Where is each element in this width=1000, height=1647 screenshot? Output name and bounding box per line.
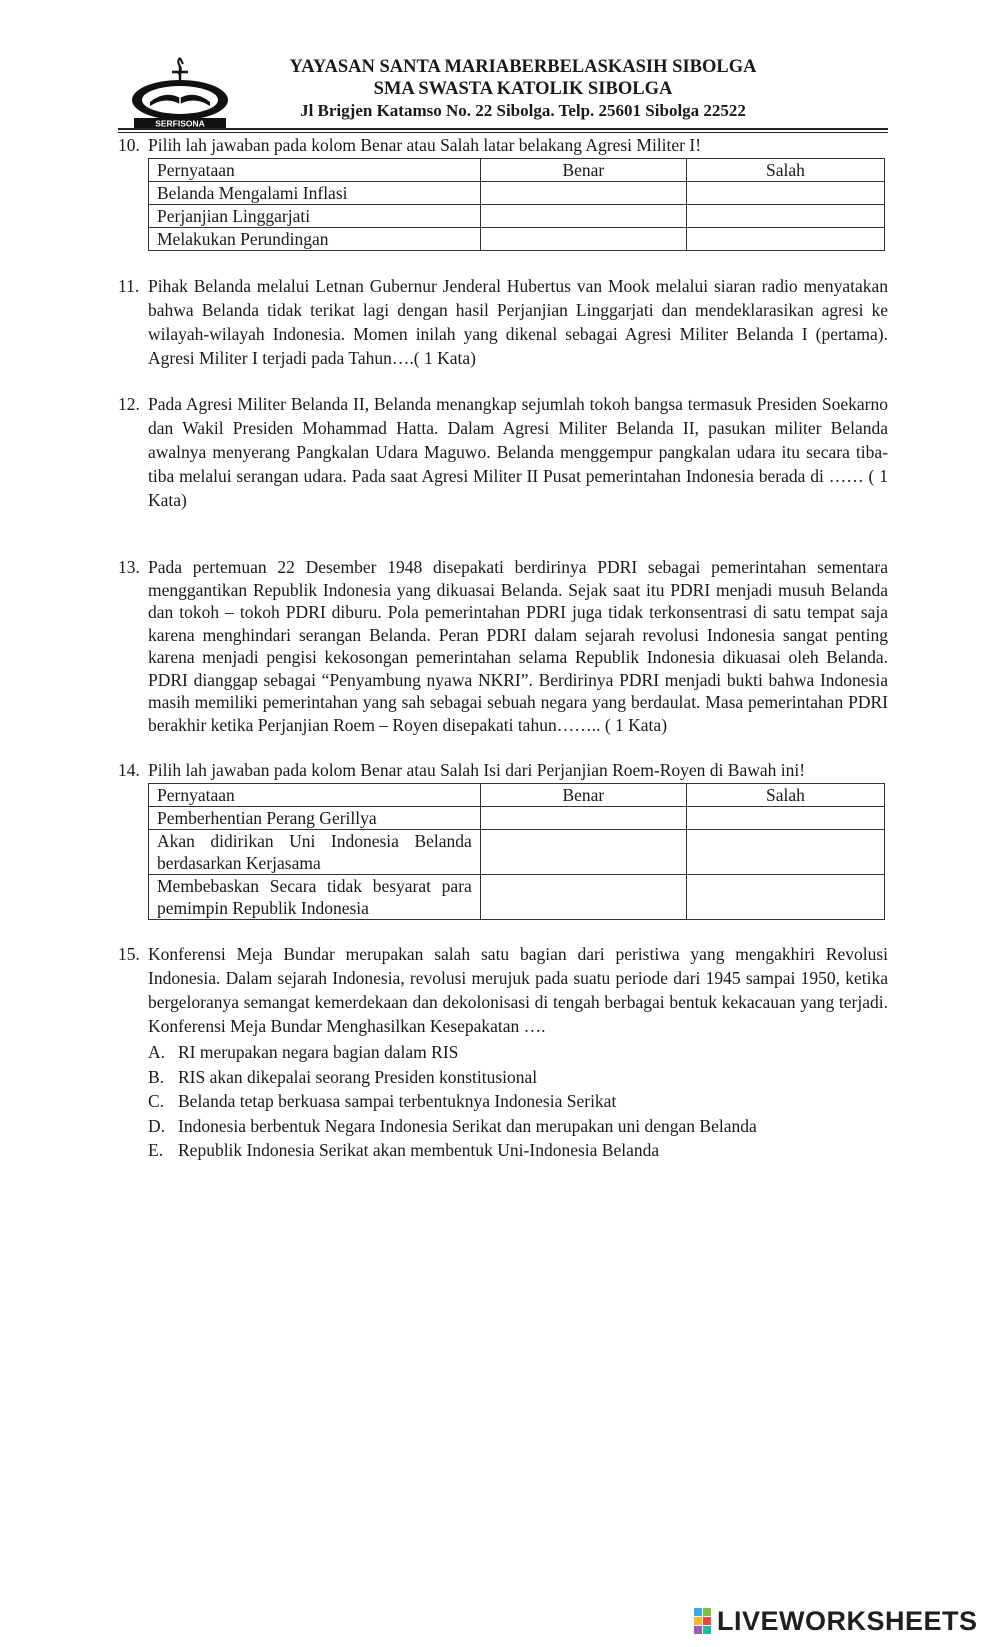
true-answer-cell[interactable] [480,807,686,830]
table-row [149,875,885,920]
statement-cell: Belanda Mengalami Inflasi [149,182,481,205]
question-12 [118,392,888,512]
question-13 [118,556,888,736]
school-header [118,50,888,130]
option-c[interactable] [148,1089,888,1114]
option-text: Belanda tetap berkuasa sampai terbentuknya Indonesia Serikat [178,1091,617,1111]
question-text: Pada pertemuan 22 Desember 1948 disepakati berdirinya PDRI sebagai pemerintahan sementara menggantikan Republik Indonesia yang dikuasai Belanda. Sejak saat itu PDRI menjadi musuh Belanda dan tokoh – tokoh PDRI diburu. Pola pemerintahan PDRI juga tidak terkonsentrasi di satu tempat saja karena menghindari serangan Belanda. Peran PDRI dalam sejarah revolusi Indonesia sangat penting karena menjadi pengisi kekosongan pemerintahan selama Republik Indonesia dikuasai oleh Belanda. PDRI dianggap sebagai “Penyambung nyawa NKRI”. Berdirinya PDRI menjadi bukti bahwa Indonesia masih memiliki pemerintahan yang sah sebagai sebuah negara yang berdaulat. Masa pemerintahan PDRI berakhir ketika Perjanjian Roem – Royen disepakati tahun…….. ( 1 Kata) [148,557,888,735]
question-text: Pihak Belanda melalui Letnan Gubernur Jenderal Hubertus van Mook melalui siaran radio menyatakan bahwa Belanda tidak terikat lagi dengan hasil Perjanjian Linggarjati dan mendeklarasikan agresi ke wilayah-wilayah Indonesia. Momen inilah yang dikenal sebagai Agresi Militer Belanda I (pertama). Agresi Militer I terjadi pada Tahun….( 1 Kata) [148,276,888,368]
statement-cell: Akan didirikan Uni Indonesia Belanda berdasarkan Kerjasama [149,830,481,875]
option-text: RI merupakan negara bagian dalam RIS [178,1042,459,1062]
question-10 [118,133,888,251]
question-number: 11. [118,276,140,296]
header-false: Salah [686,159,884,182]
false-answer-cell[interactable] [686,228,884,251]
school-logo [128,56,233,128]
table-row [149,830,885,875]
brand-logo-icon [694,1608,711,1634]
option-text: Republik Indonesia Serikat akan membentuk Uni-Indonesia Belanda [178,1140,660,1160]
question-text: Pilih lah jawaban pada kolom Benar atau Salah Isi dari Perjanjian Roem-Royen di Bawah ini! [148,760,806,780]
true-answer-cell[interactable] [480,182,686,205]
header-true: Benar [480,159,686,182]
option-letter: E. [148,1140,164,1160]
question-text: Konferensi Meja Bundar merupakan salah satu bagian dari peristiwa yang mengakhiri Revolusi Indonesia. Dalam sejarah Indonesia, revolusi merujuk pada suatu periode dari 1945 sampai 1950, ketika bergeloranya semangat kemerdekaan dan dekolonisasi di tengah berbagai bentuk kekacauan yang terjadi. Konferensi Meja Bundar Menghasilkan Kesepakatan …. [148,944,888,1036]
false-answer-cell[interactable] [686,182,884,205]
true-false-table [148,158,885,251]
option-letter: B. [148,1066,165,1087]
false-answer-cell[interactable] [686,807,884,830]
answer-options [148,1040,888,1163]
statement-cell: Pemberhentian Perang Gerillya [149,807,481,830]
option-letter: D. [148,1115,166,1136]
brand-square [694,1617,702,1625]
question-11 [118,274,888,370]
statement-cell: Perjanjian Linggarjati [149,205,481,228]
question-number: 15. [118,944,140,964]
header-statement: Pernyataan [149,784,481,807]
option-text: RIS akan dikepalai seorang Presiden konstitusional [178,1066,538,1087]
header-rule-thick [118,128,888,130]
brand-square [694,1608,702,1616]
question-number: 12. [118,394,140,414]
liveworksheets-brand[interactable] [694,1607,978,1635]
option-d[interactable] [148,1114,888,1139]
true-answer-cell[interactable] [480,830,686,875]
question-text: Pilih lah jawaban pada kolom Benar atau Salah latar belakang Agresi Militer I! [148,135,702,155]
option-b[interactable] [148,1065,888,1090]
false-answer-cell[interactable] [686,875,884,920]
true-answer-cell[interactable] [480,228,686,251]
option-letter: C. [148,1091,165,1111]
brand-square [703,1626,711,1634]
logo-caption: SERFISONA [155,118,205,128]
foundation-name: YAYASAN SANTA MARIABERBELASKASIH SIBOLGA [289,57,757,77]
question-number: 10. [118,135,140,155]
statement-cell: Membebaskan Secara tidak besyarat para pemimpin Republik Indonesia [149,875,481,920]
brand-wordmark: LIVEWORKSHEETS [717,1605,978,1636]
option-e[interactable] [148,1138,888,1163]
question-15 [118,942,888,1163]
school-name: SMA SWASTA KATOLIK SIBOLGA [373,79,673,99]
false-answer-cell[interactable] [686,830,884,875]
statement-cell: Melakukan Perundingan [149,228,481,251]
table-row [149,182,885,205]
header-false: Salah [686,784,884,807]
true-false-table [148,783,885,920]
table-row [149,205,885,228]
true-answer-cell[interactable] [480,205,686,228]
brand-square [694,1626,702,1634]
table-row [149,228,885,251]
table-row [149,807,885,830]
question-text: Pada Agresi Militer Belanda II, Belanda menangkap sejumlah tokoh bangsa termasuk Presiden Soekarno dan Wakil Presiden Mohammad Hatta. Dalam Agresi Militer Belanda II, pasukan militer Belanda awalnya menyerang Pangkalan Udara Maguwo. Belanda menggempur pangkalan udara itu secara tiba-tiba melalui serangan udara. Pada saat Agresi Militer II Pusat pemerintahan Indonesia berada di …… ( 1 Kata) [148,394,888,510]
brand-square [703,1617,711,1625]
option-text: Indonesia berbentuk Negara Indonesia Serikat dan merupakan uni dengan Belanda [178,1115,757,1136]
question-14 [118,758,888,920]
brand-square [703,1608,711,1616]
header-true: Benar [480,784,686,807]
worksheet-content [118,132,888,1163]
question-number: 13. [118,557,140,577]
option-a[interactable] [148,1040,888,1065]
question-number: 14. [118,760,140,780]
true-answer-cell[interactable] [480,875,686,920]
false-answer-cell[interactable] [686,205,884,228]
header-statement: Pernyataan [149,159,481,182]
school-address: Jl Brigjen Katamso No. 22 Sibolga. Telp. 25601 Sibolga 22522 [300,101,746,120]
option-letter: A. [148,1042,166,1062]
